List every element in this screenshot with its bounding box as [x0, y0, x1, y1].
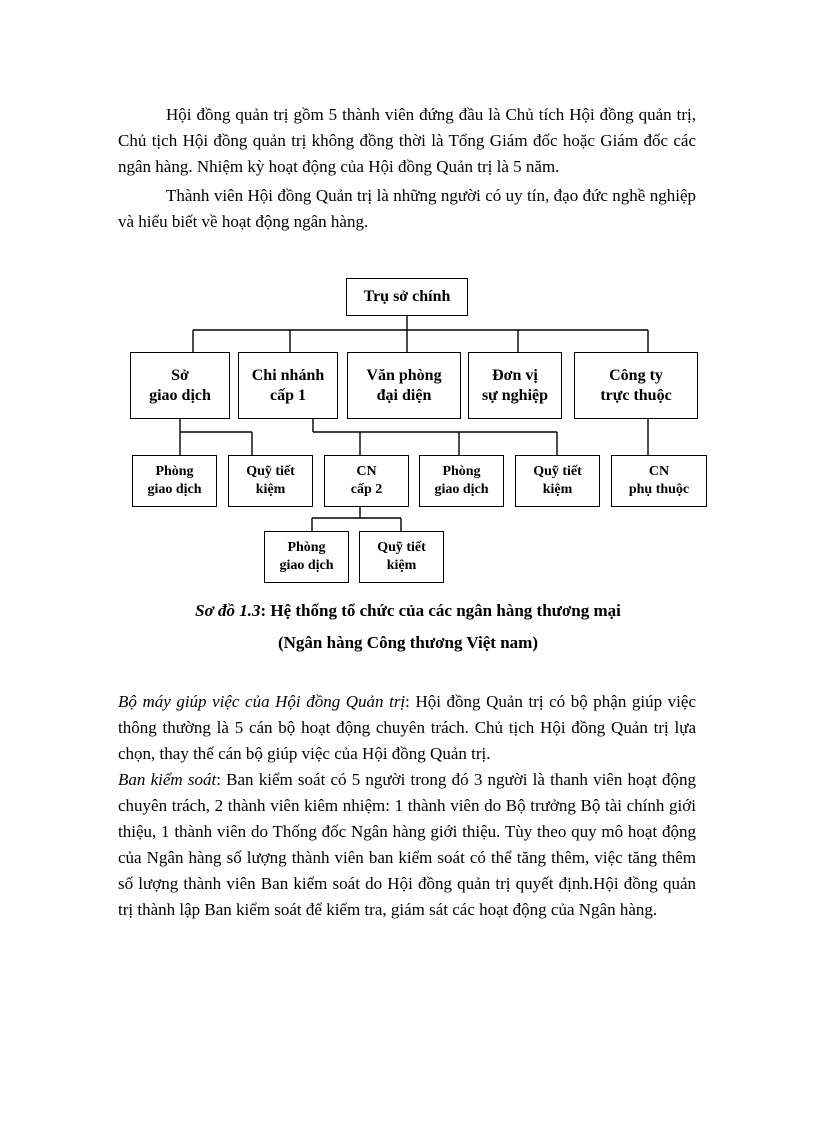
- org-box-root: [346, 278, 468, 316]
- helper-body-lead: Bộ máy giúp việc của Hội đồng Quản trị: [118, 692, 406, 711]
- org-box-cn-phu-thuoc: CN phụ thuộc: [611, 455, 707, 507]
- caption-label: Sơ đồ 1.3: [195, 601, 261, 620]
- org-box-phong-giao-dich-1: Phòng giao dịch: [132, 455, 217, 507]
- org-box-van-phong-dai-dien: Văn phòng đại diện: [347, 352, 461, 419]
- diagram-subtitle: (Ngân hàng Công thương Việt nam): [277, 633, 538, 652]
- org-box-chi-nhanh-cap-1: Chi nhánh cấp 1: [238, 352, 338, 419]
- org-box-phong-giao-dich-3: Phòng giao dịch: [264, 531, 349, 583]
- supervisory-board-text: : Ban kiểm soát có 5 người trong đó 3 người là thanh viên hoạt động chuyên trách, 2 thành viên kiêm nhiệm: 1 thành viên do Bộ trưởng Bộ tài chính giới thiệu, 1 thành viên do Thống đốc Ngân hàng giới thiệu. Tùy theo quy mô hoạt động của Ngân hàng số lượng thành viên ban kiểm soát có thể tăng thêm, việc tăng thêm số lượng thành viên Ban kiểm soát do Hội đồng quản trị quyết định.Hội đồng quản trị thành lập Ban kiểm soát để kiểm tra, giám sát các hoạt động của Ngân hàng.: [118, 770, 696, 919]
- org-box-quy-tiet-kiem-2: Quỹ tiết kiệm: [515, 455, 600, 507]
- org-box-cong-ty-truc-thuoc: Công ty trực thuộc: [574, 352, 698, 419]
- org-box-root-label: Trụ sở chính: [363, 288, 451, 305]
- org-box-don-vi-su-nghiep: Đơn vị sự nghiệp: [468, 352, 562, 419]
- helper-body-text: : Hội đồng Quản trị có bộ phận giúp việc thông thường là 5 cán bộ hoạt động chuyên trách. Chủ tịch Hội đồng Quản trị lựa chọn, thay thế cán bộ giúp việc của Hội đồng Quản trị.: [118, 692, 696, 763]
- org-box-phong-giao-dich-2: Phòng giao dịch: [419, 455, 504, 507]
- intro-paragraph-2: Thành viên Hội đồng Quản trị là những người có uy tín, đạo đức nghề nghiệp và hiểu biết về hoạt động ngân hàng.: [118, 186, 696, 231]
- diagram-caption: [118, 598, 698, 624]
- org-box-quy-tiet-kiem-3: Quỹ tiết kiệm: [359, 531, 444, 583]
- org-box-so-giao-dich: Sở giao dịch: [130, 352, 230, 419]
- caption-title: : Hệ thống tổ chức của các ngân hàng thương mại: [260, 601, 621, 620]
- org-box-cn-cap-2: CN cấp 2: [324, 455, 409, 507]
- supervisory-board-lead: Ban kiểm soát: [118, 770, 217, 789]
- org-box-quy-tiet-kiem-1: Quỹ tiết kiệm: [228, 455, 313, 507]
- helper-body-paragraph: [118, 689, 696, 767]
- intro-paragraph-1: Hội đồng quản trị gồm 5 thành viên đứng đầu là Chủ tích Hội đồng quản trị, Chủ tịch Hội đồng quản trị không đồng thời là Tổng Giám đốc hoặc Giám đốc các ngân hàng. Nhiệm kỳ hoạt động của Hội đồng Quản trị là 5 năm.: [118, 105, 696, 176]
- supervisory-board-paragraph: [118, 767, 696, 923]
